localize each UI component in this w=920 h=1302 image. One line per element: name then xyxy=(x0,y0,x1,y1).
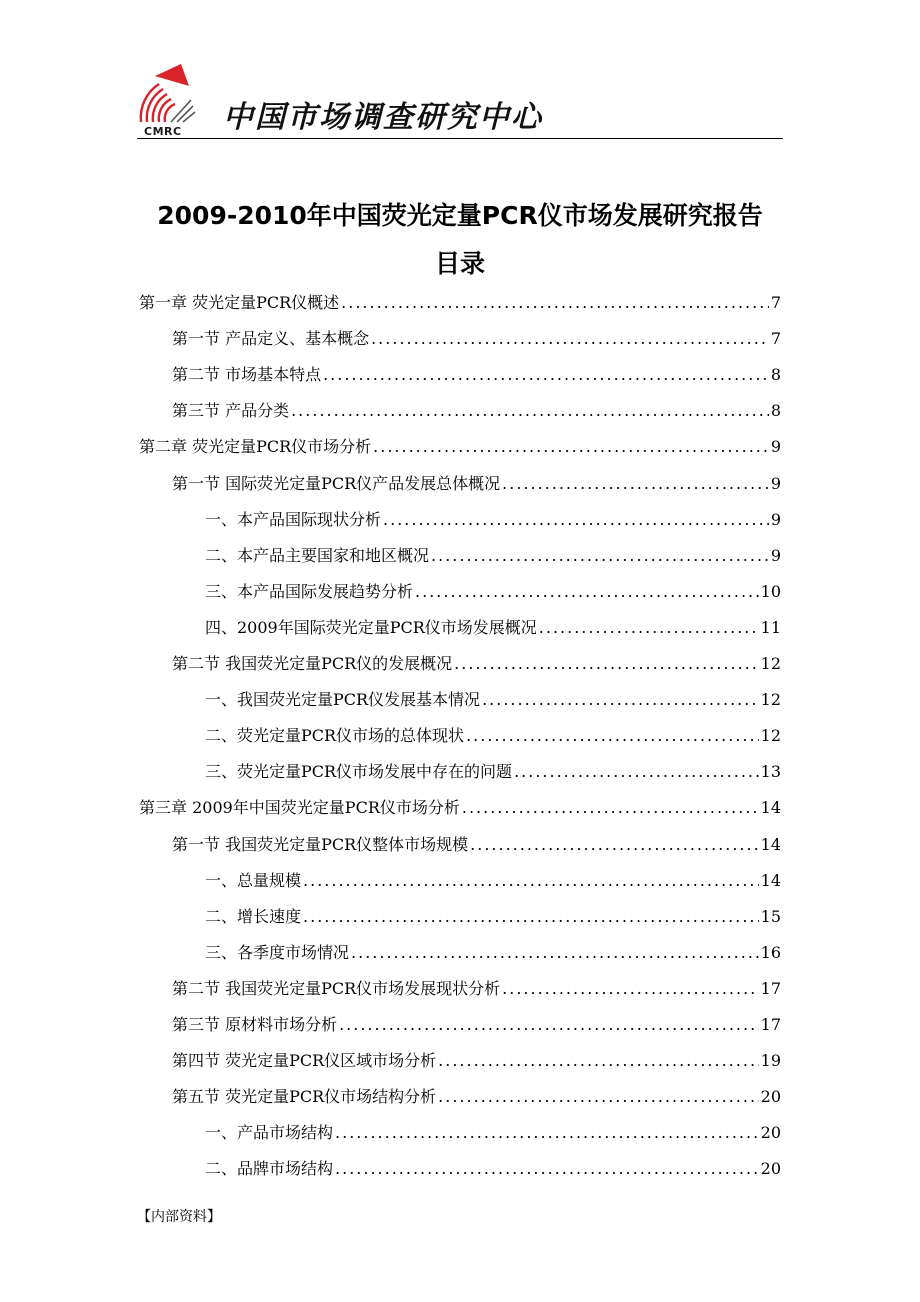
toc-dot-leader xyxy=(373,434,769,460)
toc-entry-label: 三、荧光定量PCR仪市场发展中存在的问题 xyxy=(205,762,513,781)
toc-dot-leader xyxy=(438,1048,758,1074)
toc-entry[interactable] xyxy=(205,579,781,605)
toc-dot-leader xyxy=(415,579,759,605)
toc-entry-page: 20 xyxy=(760,1087,781,1106)
footer-note: 【内部资料】 xyxy=(137,1209,221,1225)
toc-entry-page: 9 xyxy=(770,546,781,565)
toc-dot-leader xyxy=(291,398,769,424)
toc-entry-label: 一、我国荧光定量PCR仪发展基本情况 xyxy=(205,690,481,709)
toc-entry[interactable] xyxy=(139,434,781,460)
toc-dot-leader xyxy=(466,723,759,749)
toc-entry-page: 10 xyxy=(760,582,781,601)
toc-entry-page: 19 xyxy=(760,1051,781,1070)
toc-entry-page: 8 xyxy=(770,401,781,420)
toc-dot-leader xyxy=(303,904,759,930)
toc-entry[interactable] xyxy=(205,759,781,785)
toc-entry[interactable] xyxy=(172,1012,781,1038)
toc-dot-leader xyxy=(341,290,769,316)
toc-entry-label: 第五节 荧光定量PCR仪市场结构分析 xyxy=(172,1087,437,1106)
toc-dot-leader xyxy=(462,795,759,821)
toc-entry-label: 一、产品市场结构 xyxy=(205,1123,334,1142)
toc-entry[interactable] xyxy=(172,832,781,858)
toc-entry[interactable] xyxy=(172,471,781,497)
toc-entry-label: 一、总量规模 xyxy=(205,871,302,890)
toc-dot-leader xyxy=(371,326,769,352)
toc-entry-page: 7 xyxy=(770,293,781,312)
toc-entry-page: 16 xyxy=(760,943,781,962)
toc-dot-leader xyxy=(514,759,759,785)
toc-entry-page: 7 xyxy=(770,329,781,348)
toc-entry-label: 第二节 市场基本特点 xyxy=(172,365,322,384)
toc-entry-label: 二、增长速度 xyxy=(205,907,302,926)
page-header xyxy=(137,62,783,140)
toc-entry[interactable] xyxy=(205,507,781,533)
toc-entry[interactable] xyxy=(172,1048,781,1074)
toc-dot-leader xyxy=(539,615,759,641)
toc-entry-label: 第三节 产品分类 xyxy=(172,401,290,420)
header-divider xyxy=(137,138,783,139)
toc-entry-page: 17 xyxy=(760,979,781,998)
toc-entry-page: 9 xyxy=(770,437,781,456)
toc-dot-leader xyxy=(470,832,758,858)
toc-entry-label: 四、2009年国际荧光定量PCR仪市场发展概况 xyxy=(205,618,537,637)
toc-dot-leader xyxy=(335,1156,759,1182)
toc-entry-label: 第一节 产品定义、基本概念 xyxy=(172,329,370,348)
toc-entry-label: 第一节 我国荧光定量PCR仪整体市场规模 xyxy=(172,835,469,854)
toc-dot-leader xyxy=(383,507,769,533)
toc-entry-page: 9 xyxy=(770,474,781,493)
toc-entry-label: 第四节 荧光定量PCR仪区域市场分析 xyxy=(172,1051,437,1070)
toc-entry[interactable] xyxy=(205,615,781,641)
toc-entry-label: 第二节 我国荧光定量PCR仪市场发展现状分析 xyxy=(172,979,501,998)
toc-dot-leader xyxy=(303,868,759,894)
toc-entry-label: 第三章 2009年中国荧光定量PCR仪市场分析 xyxy=(139,798,460,817)
toc-entry[interactable] xyxy=(205,940,781,966)
toc-entry[interactable] xyxy=(205,868,781,894)
toc-entry-label: 二、品牌市场结构 xyxy=(205,1159,334,1178)
toc-entry-page: 20 xyxy=(760,1159,781,1178)
toc-entry[interactable] xyxy=(172,976,781,1002)
toc-entry-label: 一、本产品国际现状分析 xyxy=(205,510,382,529)
document-title: 2009-2010年中国荧光定量PCR仪市场发展研究报告 xyxy=(157,201,763,230)
toc-entry-page: 8 xyxy=(770,365,781,384)
toc-entry-page: 11 xyxy=(760,618,781,637)
toc-entry-label: 第二章 荧光定量PCR仪市场分析 xyxy=(139,437,372,456)
toc-entry[interactable] xyxy=(139,290,781,316)
toc-entry-label: 第一章 荧光定量PCR仪概述 xyxy=(139,293,340,312)
toc-dot-leader xyxy=(482,687,759,713)
toc-entry-page: 13 xyxy=(760,762,781,781)
organization-name: 中国市场调查研究中心 xyxy=(223,100,543,135)
toc-entry[interactable] xyxy=(205,723,781,749)
toc-entry-page: 14 xyxy=(760,835,781,854)
toc-dot-leader xyxy=(502,976,758,1002)
toc-dot-leader xyxy=(339,1012,759,1038)
toc-entry[interactable] xyxy=(205,904,781,930)
toc-entry[interactable] xyxy=(205,543,781,569)
toc-dot-leader xyxy=(431,543,769,569)
toc-entry-label: 第二节 我国荧光定量PCR仪的发展概况 xyxy=(172,654,453,673)
toc-entry-label: 二、本产品主要国家和地区概况 xyxy=(205,546,430,565)
toc-entry[interactable] xyxy=(139,795,781,821)
toc-entry[interactable] xyxy=(172,398,781,424)
toc-entry[interactable] xyxy=(172,326,781,352)
toc-entry-label: 第三节 原材料市场分析 xyxy=(172,1015,338,1034)
toc-entry[interactable] xyxy=(205,687,781,713)
logo-text: CMRC xyxy=(144,125,182,138)
toc-heading: 目录 xyxy=(434,249,485,278)
toc-entry-page: 14 xyxy=(760,798,781,817)
toc-entry-label: 二、荧光定量PCR仪市场的总体现状 xyxy=(205,726,465,745)
toc-entry-label: 三、各季度市场情况 xyxy=(205,943,350,962)
toc-entry-page: 12 xyxy=(760,726,781,745)
toc-dot-leader xyxy=(502,471,769,497)
toc-entry-page: 12 xyxy=(760,690,781,709)
toc-dot-leader xyxy=(323,362,769,388)
toc-entry-page: 12 xyxy=(760,654,781,673)
toc-entry-label: 三、本产品国际发展趋势分析 xyxy=(205,582,414,601)
toc-entry-page: 17 xyxy=(760,1015,781,1034)
toc-entry[interactable] xyxy=(172,1084,781,1110)
toc-dot-leader xyxy=(438,1084,758,1110)
toc-dot-leader xyxy=(454,651,758,677)
toc-dot-leader xyxy=(335,1120,759,1146)
toc-entry[interactable] xyxy=(172,362,781,388)
toc-entry-page: 9 xyxy=(770,510,781,529)
toc-entry-page: 15 xyxy=(760,907,781,926)
toc-entry[interactable] xyxy=(172,651,781,677)
toc-entry[interactable] xyxy=(205,1120,781,1146)
toc-dot-leader xyxy=(351,940,759,966)
toc-entry-page: 14 xyxy=(760,871,781,890)
toc-entry-page: 20 xyxy=(760,1123,781,1142)
toc-entry[interactable] xyxy=(205,1156,781,1182)
toc-entry-label: 第一节 国际荧光定量PCR仪产品发展总体概况 xyxy=(172,474,501,493)
